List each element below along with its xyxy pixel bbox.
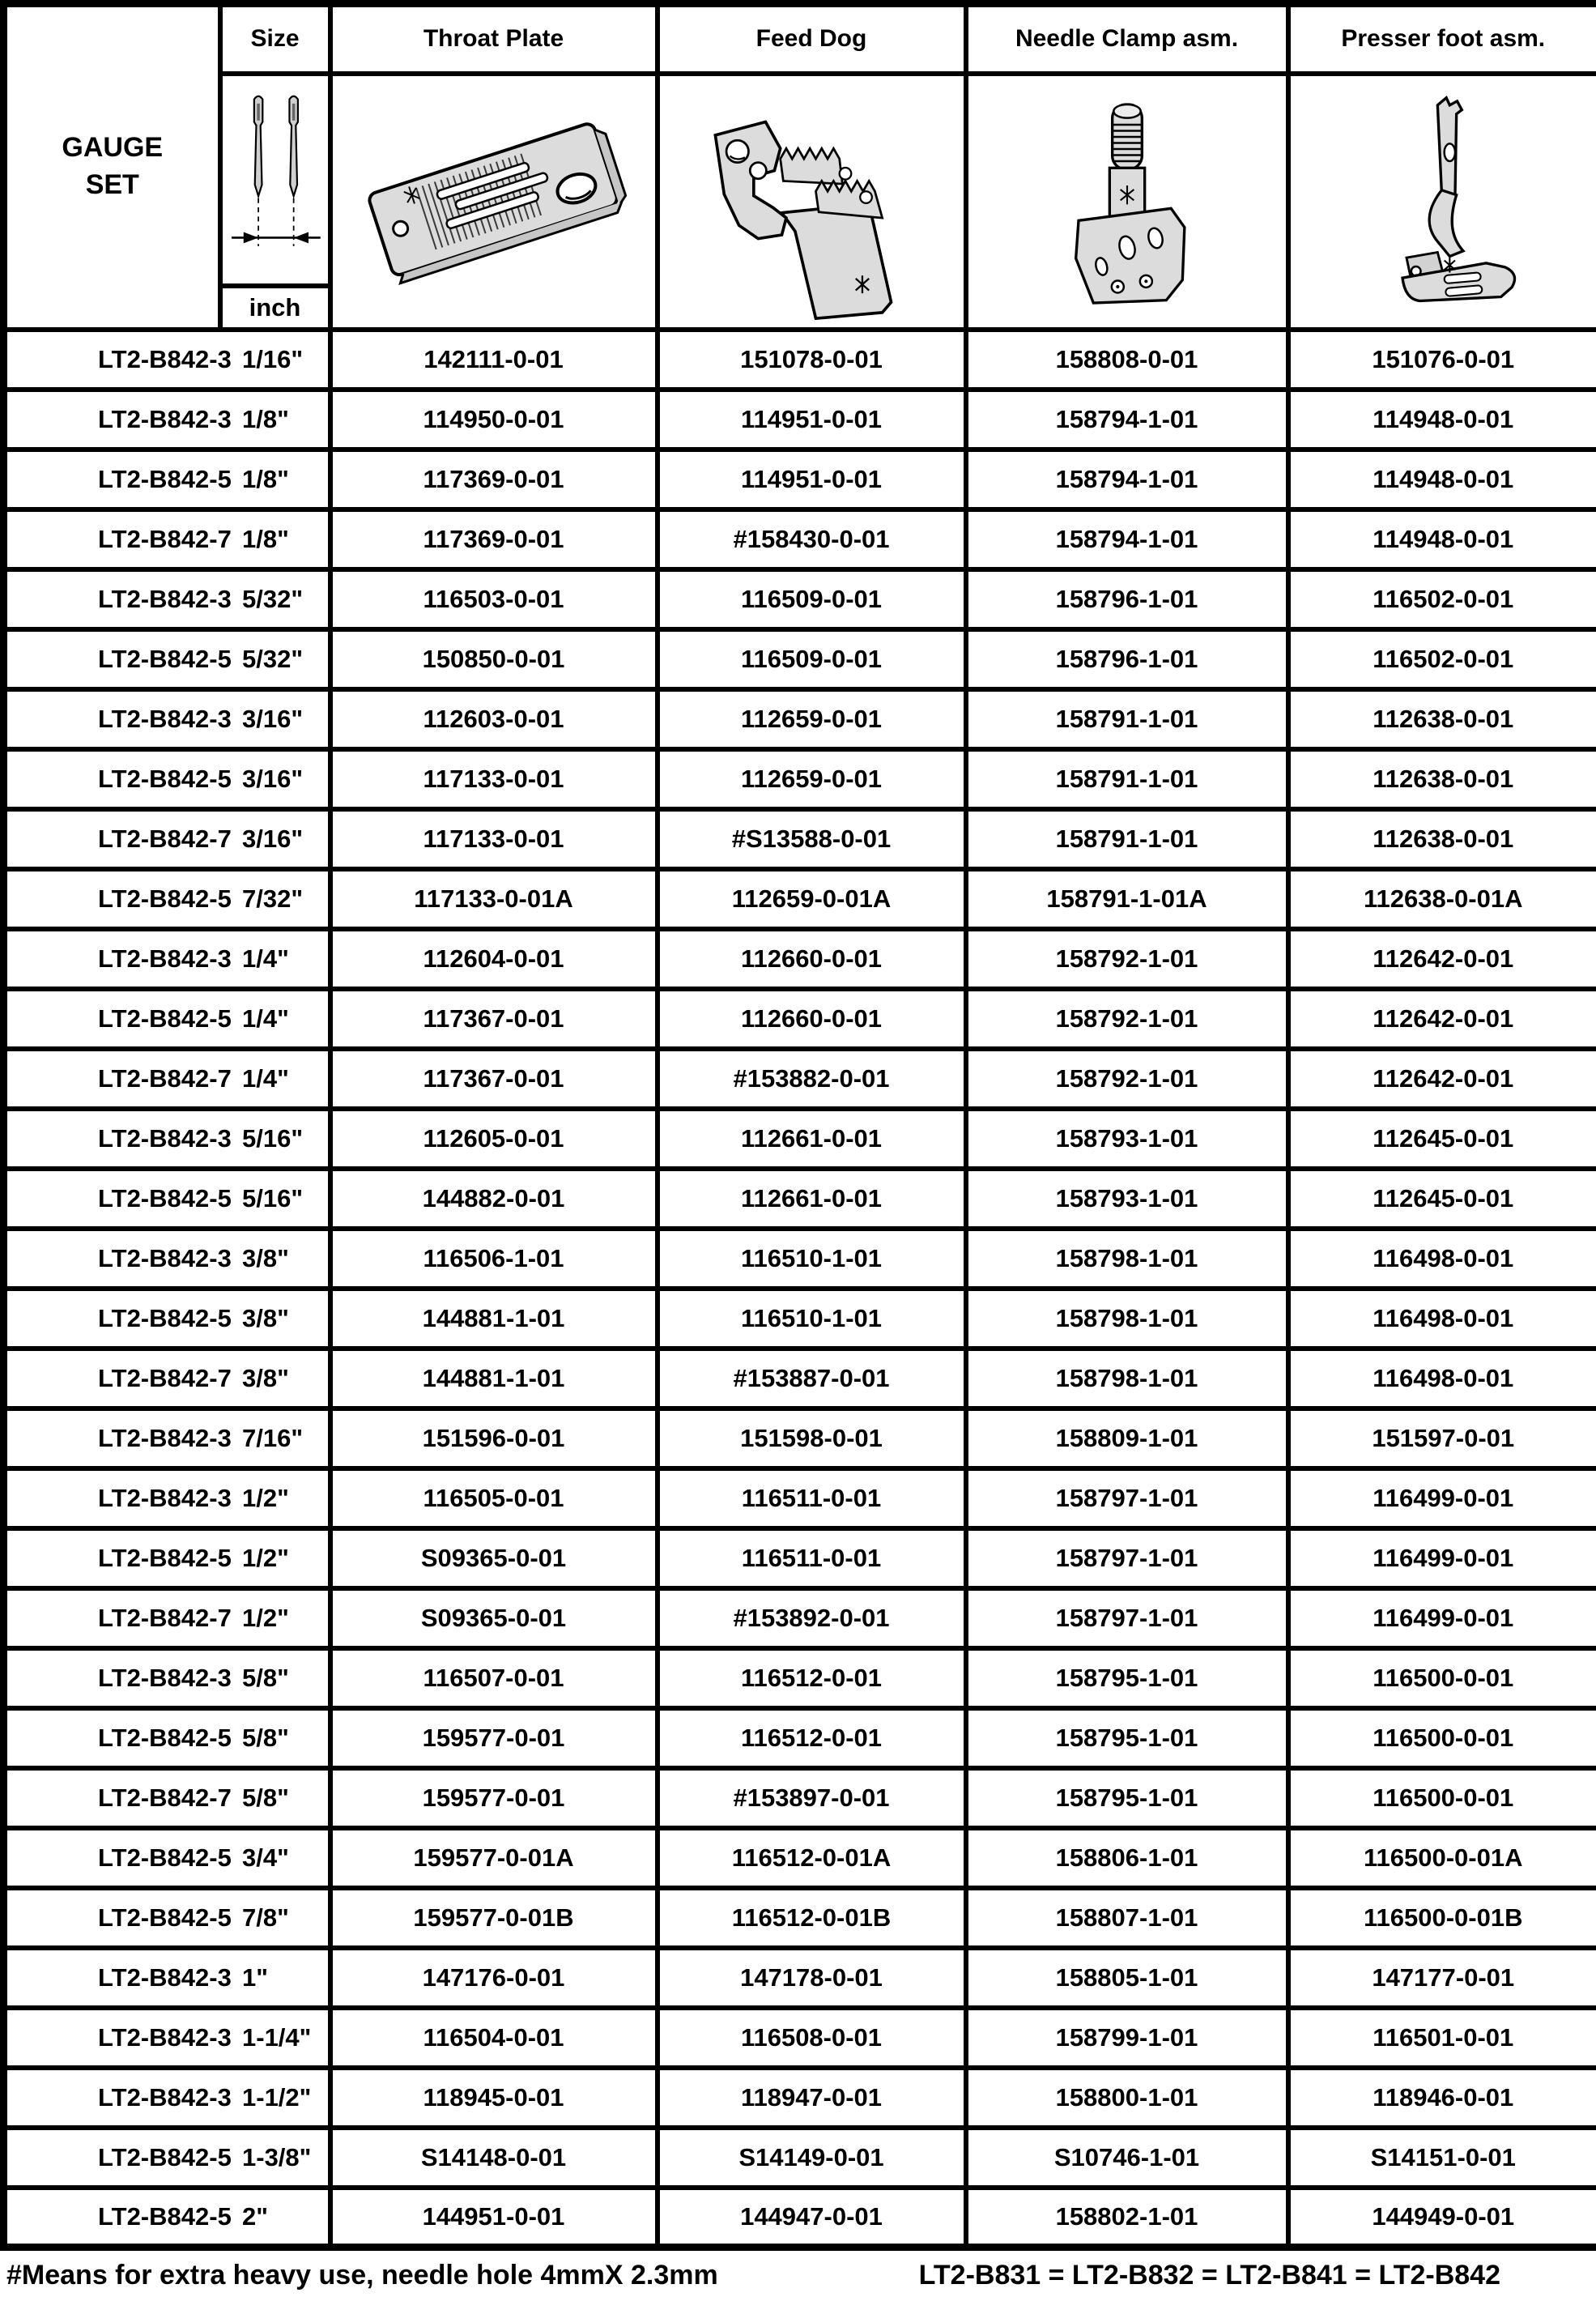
size-value: 3/16" [242, 764, 304, 793]
model-equivalence-note: LT2-B831 = LT2-B832 = LT2-B841 = LT2-B842 [918, 2259, 1500, 2291]
throat-plate-part-number: 114950-0-01 [330, 390, 658, 450]
gauge-set-value: LT2-B842-7 [98, 1603, 232, 1632]
needle-clamp-part-number: S10746-1-01 [966, 2128, 1288, 2188]
size-value: 1/8" [242, 464, 289, 493]
gauge-size-cell [4, 2068, 330, 2128]
gauge-size-cell [4, 1588, 330, 1648]
needle-clamp-part-number: 158794-1-01 [966, 390, 1288, 450]
presser-foot-part-number: 116500-0-01 [1288, 1708, 1596, 1768]
table-row [4, 1888, 1596, 1948]
needle-clamp-icon [1026, 87, 1228, 317]
feed-dog-part-number: 112660-0-01 [658, 989, 966, 1049]
table-row [4, 1708, 1596, 1768]
size-value: 5/16" [242, 1183, 304, 1212]
size-value: 1/16" [242, 344, 304, 373]
throat-plate-part-number: S09365-0-01 [330, 1588, 658, 1648]
gauge-size-cell [4, 1648, 330, 1708]
size-value: 1/2" [242, 1603, 289, 1632]
presser-foot-part-number: 116498-0-01 [1288, 1229, 1596, 1289]
gauge-set-value: LT2-B842-7 [98, 1363, 232, 1392]
table-row [4, 869, 1596, 929]
presser-foot-part-number: 112638-0-01 [1288, 689, 1596, 749]
feed-dog-part-number: #158430-0-01 [658, 509, 966, 569]
gauge-size-cell [4, 1948, 330, 2008]
needle-clamp-part-number: 158791-1-01 [966, 689, 1288, 749]
presser-foot-part-number: 118946-0-01 [1288, 2068, 1596, 2128]
table-row [4, 1768, 1596, 1828]
throat-plate-part-number: 116507-0-01 [330, 1648, 658, 1708]
size-value: 1/4" [242, 944, 289, 973]
feed-dog-part-number: 112659-0-01 [658, 689, 966, 749]
gauge-size-cell [4, 749, 330, 809]
presser-foot-part-number: 116500-0-01A [1288, 1828, 1596, 1888]
table-row [4, 1648, 1596, 1708]
size-value: 7/32" [242, 884, 304, 913]
throat-plate-part-number: 150850-0-01 [330, 629, 658, 689]
parts-table-body [4, 330, 1596, 2248]
column-header-needle-clamp: Needle Clamp asm. [966, 4, 1288, 74]
gauge-set-label: GAUGE SET [62, 132, 164, 201]
table-row [4, 1588, 1596, 1648]
gauge-set-value: LT2-B842-5 [98, 1723, 232, 1752]
gauge-set-value: LT2-B842-5 [98, 1903, 232, 1932]
feed-dog-part-number: 116512-0-01B [658, 1888, 966, 1948]
column-header-throat-plate: Throat Plate [330, 4, 658, 74]
gauge-size-cell [4, 1708, 330, 1768]
gauge-size-cell [4, 869, 330, 929]
presser-foot-part-number: 112638-0-01 [1288, 809, 1596, 869]
gauge-size-cell [4, 1888, 330, 1948]
table-row [4, 2008, 1596, 2068]
column-header-presser-foot: Presser foot asm. [1288, 4, 1596, 74]
presser-foot-part-number: 116500-0-01B [1288, 1888, 1596, 1948]
gauge-size-cell [4, 929, 330, 989]
size-value: 1" [242, 1962, 268, 1992]
gauge-set-value: LT2-B842-3 [98, 1663, 232, 1692]
gauge-set-value: LT2-B842-5 [98, 1183, 232, 1212]
throat-plate-part-number: 159577-0-01A [330, 1828, 658, 1888]
size-unit-cell: inch [220, 286, 330, 330]
size-value: 7/8" [242, 1903, 289, 1932]
throat-plate-part-number: 159577-0-01 [330, 1768, 658, 1828]
feed-dog-part-number: 112659-0-01A [658, 869, 966, 929]
needle-clamp-part-number: 158792-1-01 [966, 929, 1288, 989]
gauge-size-cell [4, 1828, 330, 1888]
table-row [4, 1049, 1596, 1109]
size-value: 5/16" [242, 1123, 304, 1153]
presser-foot-part-number: 112638-0-01 [1288, 749, 1596, 809]
throat-plate-part-number: 118945-0-01 [330, 2068, 658, 2128]
throat-plate-part-number: 144951-0-01 [330, 2188, 658, 2248]
feed-dog-part-number: 116511-0-01 [658, 1468, 966, 1528]
presser-foot-part-number: 116498-0-01 [1288, 1289, 1596, 1349]
size-value: 1-1/2" [242, 2082, 312, 2112]
needle-clamp-part-number: 158792-1-01 [966, 989, 1288, 1049]
size-value: 1/4" [242, 1004, 289, 1033]
needle-clamp-part-number: 158796-1-01 [966, 629, 1288, 689]
table-row [4, 809, 1596, 869]
feed-dog-part-number: 116511-0-01 [658, 1528, 966, 1588]
gauge-size-cell [4, 689, 330, 749]
table-row [4, 2128, 1596, 2188]
throat-plate-part-number: 144881-1-01 [330, 1349, 658, 1408]
feed-dog-part-number: 114951-0-01 [658, 450, 966, 509]
size-value: 3/8" [242, 1363, 289, 1392]
gauge-size-cell [4, 450, 330, 509]
throat-plate-part-number: 112604-0-01 [330, 929, 658, 989]
table-row [4, 569, 1596, 629]
needle-clamp-part-number: 158799-1-01 [966, 2008, 1288, 2068]
needle-clamp-part-number: 158796-1-01 [966, 569, 1288, 629]
presser-foot-part-number: 112642-0-01 [1288, 989, 1596, 1049]
feed-dog-part-number: 147178-0-01 [658, 1948, 966, 2008]
throat-plate-part-number: 116503-0-01 [330, 569, 658, 629]
feed-dog-part-number: 116512-0-01A [658, 1828, 966, 1888]
table-row [4, 1289, 1596, 1349]
feed-dog-part-number: 116510-1-01 [658, 1289, 966, 1349]
needle-clamp-part-number: 158798-1-01 [966, 1289, 1288, 1349]
table-row [4, 749, 1596, 809]
size-value: 3/16" [242, 704, 304, 733]
table-row [4, 989, 1596, 1049]
table-row [4, 2188, 1596, 2248]
gauge-set-value: LT2-B842-3 [98, 584, 232, 613]
size-value: 5/8" [242, 1663, 289, 1692]
gauge-set-value: LT2-B842-5 [98, 764, 232, 793]
needle-clamp-image-cell [966, 74, 1288, 330]
gauge-size-cell [4, 330, 330, 390]
table-row [4, 1408, 1596, 1468]
throat-plate-part-number: 117133-0-01 [330, 749, 658, 809]
throat-plate-part-number: 144881-1-01 [330, 1289, 658, 1349]
needle-clamp-part-number: 158809-1-01 [966, 1408, 1288, 1468]
gauge-set-value: LT2-B842-3 [98, 704, 232, 733]
presser-foot-part-number: 144949-0-01 [1288, 2188, 1596, 2248]
feed-dog-part-number: #153882-0-01 [658, 1049, 966, 1109]
presser-foot-part-number: 116498-0-01 [1288, 1349, 1596, 1408]
size-value: 5/8" [242, 1723, 289, 1752]
column-header-size: Size [220, 4, 330, 74]
size-value: 7/16" [242, 1423, 304, 1452]
size-value: 3/8" [242, 1303, 289, 1332]
throat-plate-part-number: 142111-0-01 [330, 330, 658, 390]
needle-clamp-part-number: 158793-1-01 [966, 1109, 1288, 1169]
table-row [4, 629, 1596, 689]
gauge-set-value: LT2-B842-3 [98, 1483, 232, 1512]
table-row [4, 1468, 1596, 1528]
needle-clamp-part-number: 158808-0-01 [966, 330, 1288, 390]
table-row [4, 1828, 1596, 1888]
gauge-size-cell [4, 390, 330, 450]
gauge-size-cell [4, 1468, 330, 1528]
gauge-set-value: LT2-B842-7 [98, 824, 232, 853]
gauge-set-value: LT2-B842-3 [98, 1962, 232, 1992]
gauge-size-cell [4, 1528, 330, 1588]
presser-foot-part-number: 116499-0-01 [1288, 1528, 1596, 1588]
needle-clamp-part-number: 158806-1-01 [966, 1828, 1288, 1888]
feed-dog-part-number: 116512-0-01 [658, 1708, 966, 1768]
size-value: 2" [242, 2201, 268, 2231]
size-value: 5/32" [242, 584, 304, 613]
gauge-set-value: LT2-B842-5 [98, 1843, 232, 1872]
feed-dog-part-number: 116509-0-01 [658, 569, 966, 629]
throat-plate-part-number: 116504-0-01 [330, 2008, 658, 2068]
size-value: 1-3/8" [242, 2142, 312, 2171]
feed-dog-part-number: 114951-0-01 [658, 390, 966, 450]
size-value: 1/4" [242, 1063, 289, 1093]
table-row [4, 929, 1596, 989]
size-value: 3/8" [242, 1243, 289, 1272]
throat-plate-part-number: 117367-0-01 [330, 989, 658, 1049]
gauge-size-cell [4, 2128, 330, 2188]
gauge-size-cell [4, 1109, 330, 1169]
gauge-set-value: LT2-B842-5 [98, 1004, 232, 1033]
table-row [4, 1229, 1596, 1289]
gauge-size-cell [4, 1289, 330, 1349]
needle-clamp-part-number: 158794-1-01 [966, 509, 1288, 569]
presser-foot-part-number: 116501-0-01 [1288, 2008, 1596, 2068]
presser-foot-part-number: 151076-0-01 [1288, 330, 1596, 390]
throat-plate-part-number: 147176-0-01 [330, 1948, 658, 2008]
needle-clamp-part-number: 158791-1-01 [966, 749, 1288, 809]
heavy-use-note: #Means for extra heavy use, needle hole 4mmX 2.3mm [6, 2259, 718, 2291]
gauge-size-cell [4, 1049, 330, 1109]
gauge-set-value: LT2-B842-5 [98, 2142, 232, 2171]
presser-foot-part-number: 116502-0-01 [1288, 569, 1596, 629]
presser-foot-part-number: 116500-0-01 [1288, 1768, 1596, 1828]
table-row [4, 509, 1596, 569]
presser-foot-part-number: 112642-0-01 [1288, 929, 1596, 989]
gauge-set-value: LT2-B842-3 [98, 2022, 232, 2052]
presser-foot-part-number: 112645-0-01 [1288, 1109, 1596, 1169]
feed-dog-part-number: 116508-0-01 [658, 2008, 966, 2068]
needle-clamp-part-number: 158795-1-01 [966, 1708, 1288, 1768]
throat-plate-part-number: 116506-1-01 [330, 1229, 658, 1289]
gauge-set-value: LT2-B842-5 [98, 2201, 232, 2231]
size-value: 5/8" [242, 1783, 289, 1812]
gauge-size-cell [4, 1169, 330, 1229]
gauge-set-value: LT2-B842-7 [98, 1063, 232, 1093]
table-row [4, 1948, 1596, 2008]
presser-foot-icon [1342, 83, 1544, 320]
presser-foot-part-number: 147177-0-01 [1288, 1948, 1596, 2008]
throat-plate-image-cell [330, 74, 658, 330]
presser-foot-part-number: 112638-0-01A [1288, 869, 1596, 929]
needle-clamp-part-number: 158797-1-01 [966, 1468, 1288, 1528]
feed-dog-part-number: 112659-0-01 [658, 749, 966, 809]
presser-foot-part-number: 116499-0-01 [1288, 1588, 1596, 1648]
feed-dog-part-number: 112661-0-01 [658, 1169, 966, 1229]
throat-plate-part-number: 159577-0-01B [330, 1888, 658, 1948]
table-row [4, 2068, 1596, 2128]
needle-clamp-part-number: 158795-1-01 [966, 1768, 1288, 1828]
feed-dog-part-number: S14149-0-01 [658, 2128, 966, 2188]
presser-foot-part-number: 116502-0-01 [1288, 629, 1596, 689]
size-value: 1/2" [242, 1543, 289, 1572]
feed-dog-part-number: #153892-0-01 [658, 1588, 966, 1648]
gauge-set-value: LT2-B842-3 [98, 404, 232, 433]
footnotes [0, 2251, 1596, 2297]
size-value: 3/16" [242, 824, 304, 853]
gauge-size-cell [4, 1349, 330, 1408]
size-value: 1/8" [242, 524, 289, 553]
needle-clamp-part-number: 158794-1-01 [966, 450, 1288, 509]
presser-foot-part-number: S14151-0-01 [1288, 2128, 1596, 2188]
needle-clamp-part-number: 158798-1-01 [966, 1349, 1288, 1408]
needle-clamp-part-number: 158798-1-01 [966, 1229, 1288, 1289]
gauge-set-value: LT2-B842-7 [98, 1783, 232, 1812]
presser-foot-image-cell [1288, 74, 1596, 330]
gauge-size-cell [4, 569, 330, 629]
size-value: 1/8" [242, 404, 289, 433]
gauge-set-value: LT2-B842-3 [98, 2082, 232, 2112]
gauge-set-value: LT2-B842-3 [98, 944, 232, 973]
table-row [4, 1169, 1596, 1229]
gauge-size-cell [4, 2188, 330, 2248]
needle-clamp-part-number: 158792-1-01 [966, 1049, 1288, 1109]
gauge-size-cell [4, 989, 330, 1049]
throat-plate-part-number: 112603-0-01 [330, 689, 658, 749]
throat-plate-part-number: 159577-0-01 [330, 1708, 658, 1768]
throat-plate-part-number: 117367-0-01 [330, 1049, 658, 1109]
presser-foot-part-number: 151597-0-01 [1288, 1408, 1596, 1468]
size-image-cell [220, 74, 330, 286]
feed-dog-part-number: 144947-0-01 [658, 2188, 966, 2248]
throat-plate-part-number: 117369-0-01 [330, 509, 658, 569]
feed-dog-part-number: 118947-0-01 [658, 2068, 966, 2128]
throat-plate-part-number: 116505-0-01 [330, 1468, 658, 1528]
size-value: 1/2" [242, 1483, 289, 1512]
throat-plate-part-number: S14148-0-01 [330, 2128, 658, 2188]
needle-clamp-part-number: 158805-1-01 [966, 1948, 1288, 2008]
gauge-set-value: LT2-B842-3 [98, 1423, 232, 1452]
column-header-feed-dog: Feed Dog [658, 4, 966, 74]
throat-plate-part-number: 117133-0-01 [330, 809, 658, 869]
needle-clamp-part-number: 158793-1-01 [966, 1169, 1288, 1229]
gauge-size-cell [4, 1768, 330, 1828]
throat-plate-part-number: 112605-0-01 [330, 1109, 658, 1169]
gauge-set-value: LT2-B842-5 [98, 644, 232, 673]
needle-clamp-part-number: 158800-1-01 [966, 2068, 1288, 2128]
gauge-size-cell [4, 1408, 330, 1468]
needle-clamp-part-number: 158797-1-01 [966, 1528, 1288, 1588]
feed-dog-part-number: 116509-0-01 [658, 629, 966, 689]
gauge-set-value: LT2-B842-5 [98, 1543, 232, 1572]
table-row [4, 330, 1596, 390]
feed-dog-part-number: #153887-0-01 [658, 1349, 966, 1408]
twin-needles-gauge-icon [226, 83, 325, 277]
feed-dog-part-number: #153897-0-01 [658, 1768, 966, 1828]
presser-foot-part-number: 114948-0-01 [1288, 450, 1596, 509]
feed-dog-part-number: 112661-0-01 [658, 1109, 966, 1169]
feed-dog-part-number: 112660-0-01 [658, 929, 966, 989]
gauge-set-value: LT2-B842-7 [98, 524, 232, 553]
throat-plate-part-number: 144882-0-01 [330, 1169, 658, 1229]
table-row [4, 1528, 1596, 1588]
presser-foot-part-number: 112645-0-01 [1288, 1169, 1596, 1229]
size-value: 5/32" [242, 644, 304, 673]
gauge-set-value: LT2-B842-3 [98, 1243, 232, 1272]
presser-foot-part-number: 116500-0-01 [1288, 1648, 1596, 1708]
gauge-size-cell [4, 509, 330, 569]
table-row [4, 1109, 1596, 1169]
table-row [4, 390, 1596, 450]
needle-clamp-part-number: 158791-1-01 [966, 809, 1288, 869]
gauge-size-cell [4, 629, 330, 689]
throat-plate-icon [343, 83, 645, 320]
feed-dog-part-number: #S13588-0-01 [658, 809, 966, 869]
gauge-size-cell [4, 2008, 330, 2068]
size-value: 1-1/4" [242, 2022, 312, 2052]
gauge-set-value: LT2-B842-5 [98, 884, 232, 913]
gauge-set-header-cell [4, 4, 220, 330]
table-row [4, 450, 1596, 509]
presser-foot-part-number: 114948-0-01 [1288, 390, 1596, 450]
needle-clamp-part-number: 158807-1-01 [966, 1888, 1288, 1948]
feed-dog-image-cell [658, 74, 966, 330]
size-value: 3/4" [242, 1843, 289, 1872]
gauge-size-cell [4, 1229, 330, 1289]
presser-foot-part-number: 116499-0-01 [1288, 1468, 1596, 1528]
feed-dog-part-number: 151078-0-01 [658, 330, 966, 390]
presser-foot-part-number: 112642-0-01 [1288, 1049, 1596, 1109]
gauge-set-value: LT2-B842-5 [98, 464, 232, 493]
needle-clamp-part-number: 158802-1-01 [966, 2188, 1288, 2248]
feed-dog-part-number: 116510-1-01 [658, 1229, 966, 1289]
gauge-size-cell [4, 809, 330, 869]
feed-dog-icon [670, 83, 953, 320]
table-row [4, 1349, 1596, 1408]
throat-plate-part-number: S09365-0-01 [330, 1528, 658, 1588]
presser-foot-part-number: 114948-0-01 [1288, 509, 1596, 569]
needle-clamp-part-number: 158795-1-01 [966, 1648, 1288, 1708]
gauge-set-value: LT2-B842-3 [98, 1123, 232, 1153]
needle-clamp-part-number: 158791-1-01A [966, 869, 1288, 929]
throat-plate-part-number: 151596-0-01 [330, 1408, 658, 1468]
feed-dog-part-number: 116512-0-01 [658, 1648, 966, 1708]
throat-plate-part-number: 117369-0-01 [330, 450, 658, 509]
feed-dog-part-number: 151598-0-01 [658, 1408, 966, 1468]
gauge-set-value: LT2-B842-3 [98, 344, 232, 373]
gauge-set-value: LT2-B842-5 [98, 1303, 232, 1332]
throat-plate-part-number: 117133-0-01A [330, 869, 658, 929]
needle-clamp-part-number: 158797-1-01 [966, 1588, 1288, 1648]
table-row [4, 689, 1596, 749]
